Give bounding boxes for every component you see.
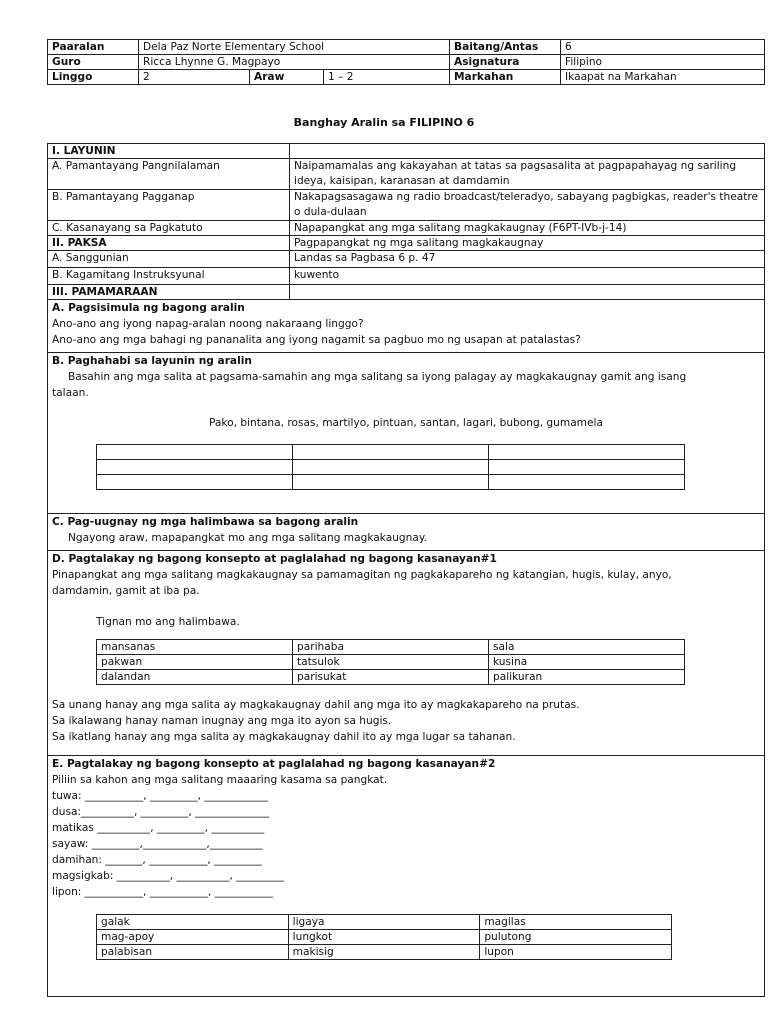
table-cell: pakwan [97, 655, 293, 670]
page-title: Banghay Aralin sa FILIPINO 6 [293, 116, 475, 129]
table-cell: magilas [480, 915, 672, 930]
blank-line[interactable]: lipon: ___________, ___________, ___________ [52, 886, 274, 898]
table-cell: pulutong [480, 930, 672, 945]
paksa-value: Pagpapangkat ng mga salitang magkakaugnay [290, 236, 765, 251]
table-row [48, 268, 765, 285]
pamamaraan-heading-blank [290, 285, 765, 300]
table-row [97, 915, 672, 930]
table-cell: makisig [288, 945, 480, 960]
blank-cell[interactable] [489, 475, 685, 490]
baitang-value: 6 [561, 40, 765, 55]
asignatura-label: Asignatura [450, 55, 561, 70]
table-row [48, 251, 765, 268]
araw-value: 1 – 2 [324, 70, 450, 85]
section-e-title: E. Pagtalakay ng bagong konsepto at paglalahad ng bagong kasanayan#2 [52, 758, 496, 770]
section-a-line: Ano-ano ang iyong napag-aralan noong nakaraang linggo? [52, 318, 364, 330]
paaralan-label: Paaralan [48, 40, 139, 55]
table-cell: mansanas [97, 640, 293, 655]
table-cell: galak [97, 915, 289, 930]
section-b-line: talaan. [52, 387, 89, 399]
asignatura-value: Filipino [561, 55, 765, 70]
table-cell: lupon [480, 945, 672, 960]
blank-row [97, 445, 685, 460]
table-cell: sala [489, 640, 685, 655]
section-b-row [48, 353, 765, 514]
section-e-instruction: Piliin sa kahon ang mga salitang maaaring kasama sa pangkat. [52, 774, 388, 786]
pamamaraan-heading-row [48, 285, 765, 300]
paaralan-value: Dela Paz Norte Elementary School [139, 40, 450, 55]
section-b [48, 353, 765, 514]
table-row [97, 930, 672, 945]
linggo-value: 2 [139, 70, 250, 85]
table-row [97, 640, 685, 655]
row-label: A. Sanggunian [48, 251, 290, 268]
section-a-title: A. Pagsisimula ng bagong aralin [52, 302, 245, 314]
section-d-line: Pinapangkat ang mga salitang magkakaugnay sa pamamagitan ng pagkakapareho ng katangian, hugis, kulay, anyo, [52, 569, 672, 581]
row-label: A. Pamantayang Pangnilalaman [48, 159, 290, 190]
section-a [48, 300, 765, 353]
table-row [48, 221, 765, 236]
table-cell: dalandan [97, 670, 293, 685]
blank-line[interactable]: damihan: _______, ___________, _________ [52, 854, 262, 866]
example-label: Tignan mo ang halimbawa. [96, 616, 240, 628]
example-table [96, 639, 685, 685]
table-cell: parisukat [293, 670, 489, 685]
layunin-heading-blank [290, 144, 765, 159]
table-row [48, 190, 765, 221]
blank-line[interactable]: magsigkab: __________, __________, _________ [52, 870, 284, 882]
row-value: Napapangkat ang mga salitang magkakaugnay (F6PT-IVb-j-14) [290, 221, 765, 236]
header-row [48, 40, 765, 55]
blank-line[interactable]: matikas __________, _________, __________ [52, 822, 265, 834]
word-list: Pako, bintana, rosas, martilyo, pintuan, santan, lagari, bubong, gumamela [209, 417, 603, 429]
header-table [47, 39, 765, 85]
blank-cell[interactable] [97, 475, 293, 490]
table-cell: lungkot [288, 930, 480, 945]
row-value: Nakapagsasagawa ng radio broadcast/teleradyo, sabayang pagbigkas, reader's theatre o dula-dulaan [290, 190, 765, 221]
row-label: B. Pamantayang Pagganap [48, 190, 290, 221]
paksa-heading: II. PAKSA [48, 236, 290, 251]
guro-value: Ricca Lhynne G. Magpayo [139, 55, 450, 70]
blank-row [97, 460, 685, 475]
section-b-title: B. Paghahabi sa layunin ng aralin [52, 355, 252, 367]
table-cell: parihaba [293, 640, 489, 655]
row-value: kuwento [290, 268, 765, 285]
table-cell: kusina [489, 655, 685, 670]
row-value: Landas sa Pagbasa 6 p. 47 [290, 251, 765, 268]
section-d-note: Sa ikalawang hanay naman inugnay ang mga ito ayon sa hugis. [52, 715, 392, 727]
section-c-line: Ngayong araw, mapapangkat mo ang mga salitang magkakaugnay. [68, 532, 427, 544]
section-c [48, 514, 765, 551]
paksa-heading-row [48, 236, 765, 251]
blank-cell[interactable] [97, 445, 293, 460]
blank-line[interactable]: tuwa: ___________, _________, ____________ [52, 790, 268, 802]
section-d-note: Sa ikatlang hanay ang mga salita ay magkakaugnay dahil ito ay mga lugar sa tahanan. [52, 731, 516, 743]
blank-row [97, 475, 685, 490]
layunin-heading: I. LAYUNIN [48, 144, 290, 159]
section-d-line: damdamin, gamit at iba pa. [52, 585, 200, 597]
section-e-row [48, 756, 765, 997]
blank-cell[interactable] [293, 475, 489, 490]
table-cell: ligaya [288, 915, 480, 930]
section-d [48, 551, 765, 756]
choices-table [96, 914, 672, 960]
blank-cell[interactable] [489, 460, 685, 475]
section-a-line: Ano-ano ang mga bahagi ng pananalita ang iyong nagamit sa pagbuo mo ng usapan at patalastas? [52, 334, 581, 346]
baitang-label: Baitang/Antas [450, 40, 561, 55]
lesson-plan-table [47, 143, 765, 997]
row-label: B. Kagamitang Instruksyunal [48, 268, 290, 285]
blank-cell[interactable] [293, 460, 489, 475]
table-cell: palabisan [97, 945, 289, 960]
guro-label: Guro [48, 55, 139, 70]
layunin-heading-row [48, 144, 765, 159]
section-c-row [48, 514, 765, 551]
table-cell: tatsulok [293, 655, 489, 670]
row-label: C. Kasanayang sa Pagkatuto [48, 221, 290, 236]
header-row [48, 70, 765, 85]
table-cell: mag-apoy [97, 930, 289, 945]
section-d-row [48, 551, 765, 756]
section-b-line: Basahin ang mga salita at pagsama-samahin ang mga salitang sa iyong palagay ay magkakaugnay gamit ang isang [68, 371, 687, 383]
blank-grid [96, 444, 685, 490]
section-c-title: C. Pag-uugnay ng mga halimbawa sa bagong aralin [52, 516, 359, 528]
section-a-row [48, 300, 765, 353]
linggo-label: Linggo [48, 70, 139, 85]
pamamaraan-heading: III. PAMAMARAAN [48, 285, 290, 300]
blank-cell[interactable] [97, 460, 293, 475]
section-d-title: D. Pagtalakay ng bagong konsepto at paglalahad ng bagong kasanayan#1 [52, 553, 497, 565]
table-row [97, 655, 685, 670]
blank-cell[interactable] [293, 445, 489, 460]
table-row [48, 159, 765, 190]
table-row [97, 945, 672, 960]
markahan-label: Markahan [450, 70, 561, 85]
header-row [48, 55, 765, 70]
section-d-note: Sa unang hanay ang mga salita ay magkakaugnay dahil ang mga ito ay magkakapareho na prutas. [52, 699, 580, 711]
blank-cell[interactable] [489, 445, 685, 460]
araw-label: Araw [250, 70, 324, 85]
section-e [48, 756, 765, 997]
blank-line[interactable]: dusa:__________, _________, ______________ [52, 806, 270, 818]
table-row [97, 670, 685, 685]
blank-line[interactable]: sayaw: _________,____________,__________ [52, 838, 263, 850]
row-value: Naipamamalas ang kakayahan at tatas sa pagsasalita at pagpapahayag ng sariling ideya, kaisipan, karanasan at damdamin [290, 159, 765, 190]
markahan-value: Ikaapat na Markahan [561, 70, 765, 85]
table-cell: palikuran [489, 670, 685, 685]
